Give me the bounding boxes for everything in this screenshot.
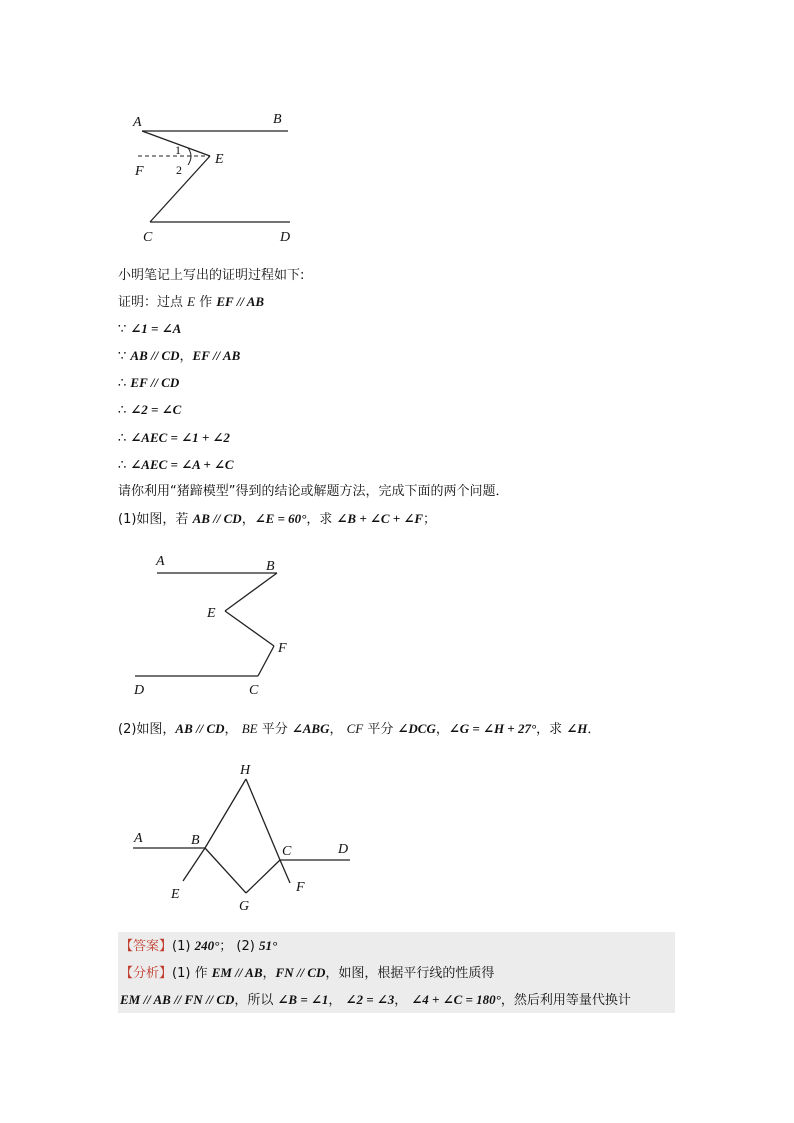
label-E: E [207,606,216,621]
label-F: F [135,164,144,179]
proof-line-4: ∴ EF // CD [118,375,180,391]
label-C: C [143,230,153,245]
analysis-row-1: 【分析】(1) 作 EM // AB，FN // CD，如图，根据平行线的性质得 [120,965,495,981]
label-D: D [338,842,349,857]
label-2: 2 [176,163,182,177]
label-E: E [171,887,180,902]
answer-row: 【答案】(1) 240°； (2) 51° [120,938,278,954]
label-B: B [191,833,200,848]
figure-3 [125,758,360,918]
proof-line-3: ∵ AB // CD，EF // AB [118,348,241,364]
proof-line-1: 证明：过点 E 作 EF // AB [118,294,265,310]
label-A: A [133,115,142,130]
answer-box [118,932,675,1013]
proof-line-2: ∵ ∠1 = ∠A [118,321,182,337]
label-A: A [134,831,143,846]
label-1: 1 [175,143,181,157]
label-B: B [273,112,282,127]
proof-line-7: ∴ ∠AEC = ∠A + ∠C [118,457,234,473]
proof-line-5: ∴ ∠2 = ∠C [118,402,182,418]
task-text: 请你利用“猪蹄模型”得到的结论或解题方法，完成下面的两个问题． [118,484,509,499]
label-A: A [156,554,165,569]
figure-2 [125,548,305,698]
label-G: G [239,899,250,914]
label-F: F [278,641,287,656]
proof-line-6: ∴ ∠AEC = ∠1 + ∠2 [118,430,230,446]
label-H: H [240,763,251,778]
question-2: (2)如图，AB // CD， BE 平分 ∠ABG， CF 平分 ∠DCG，∠G = ∠H + 27°，求 ∠H． [118,721,601,737]
label-C: C [282,844,292,859]
label-C: C [249,683,259,698]
label-F: F [296,880,305,895]
label-B: B [266,559,275,574]
figure-1 [120,105,310,250]
label-D: D [134,683,145,698]
analysis-row-2: EM // AB // FN // CD，所以 ∠B = ∠1， ∠2 = ∠3， ∠4 + ∠C = 180°，然后利用等量代换计 [120,992,631,1008]
label-D: D [280,230,291,245]
label-E: E [215,152,224,167]
proof-intro: 小明笔记上写出的证明过程如下: [118,268,305,283]
question-1: (1)如图，若 AB // CD，∠E = 60°，求 ∠B + ∠C + ∠F； [118,511,437,527]
